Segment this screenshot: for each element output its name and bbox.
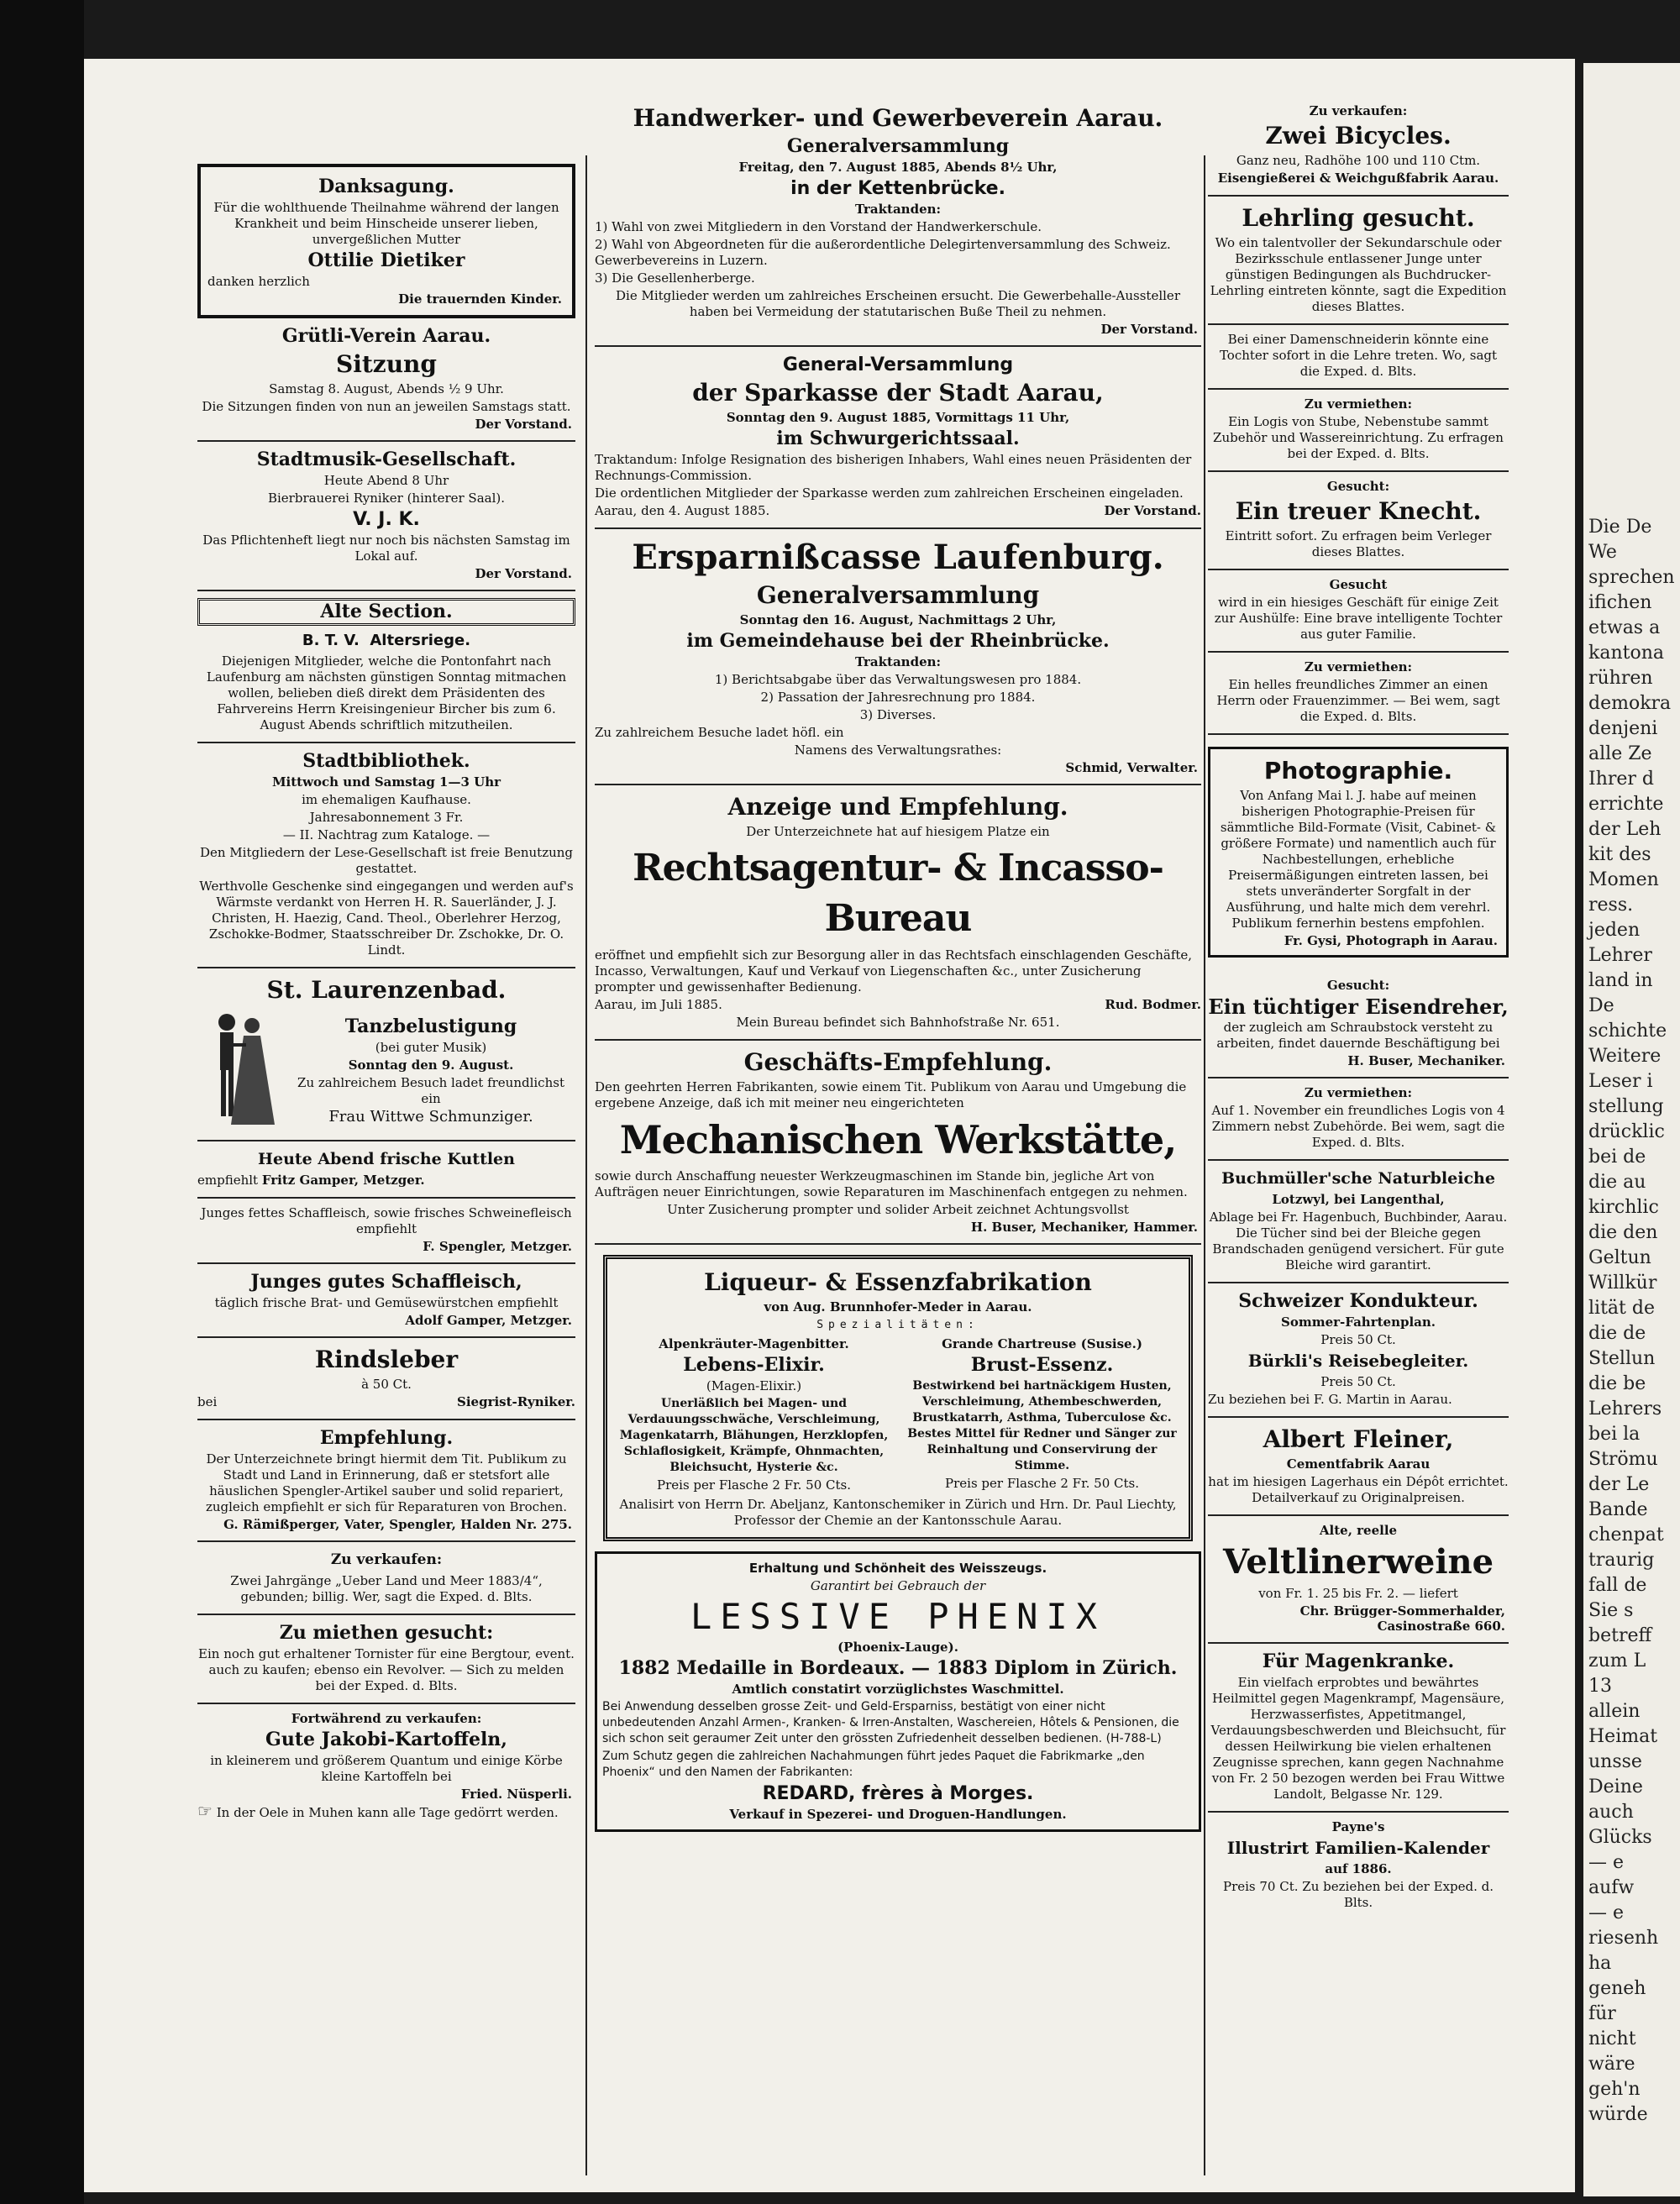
ad-title: Zu vermiethen:	[1304, 659, 1413, 674]
ad-text: Eintritt sofort. Zu erfragen beim Verleger dieses Blattes.	[1225, 528, 1492, 559]
ad-title: Zu miethen gesucht:	[279, 1622, 494, 1644]
ad-place: im Schwurgerichtssaal.	[776, 428, 1020, 449]
ad-zu-verkaufen	[197, 1542, 575, 1615]
ad-schaffleisch	[197, 1199, 575, 1264]
ad-subtitle: Zu verkaufen:	[1309, 103, 1408, 118]
ad-text: wird in ein hiesiges Geschäft für einige Zeit zur Aushülfe: Eine brave intelligente Tochter aus guter Familie.	[1214, 595, 1503, 642]
adjacent-page-fragment: bei de	[1588, 1147, 1646, 1168]
adjacent-page-fragment: jeden	[1588, 920, 1641, 941]
adjacent-page-fragment: geneh	[1588, 1978, 1646, 1999]
ad-signature: H. Buser, Mechaniker, Hammer.	[970, 1220, 1198, 1235]
ad-text: hat im hiesigen Lagerhaus ein Dépôt errichtet. Detailverkauf zu Originalpreisen.	[1208, 1474, 1509, 1505]
ad-text: Zum Schutz gegen die zahlreichen Nachahmungen führt jedes Paquet die Fabrikmarke „den Phoenix“ und den Namen der Fabrikanten:	[602, 1750, 1145, 1779]
adjacent-page-fragment: Lehrers	[1588, 1398, 1662, 1419]
adjacent-page-fragment: Momen	[1588, 869, 1659, 890]
ad-signature: Die trauernden Kinder.	[398, 291, 562, 307]
ad-title: Junges gutes Schaffleisch,	[250, 1271, 522, 1293]
ad-subtitle: Gesucht:	[1326, 978, 1390, 993]
ad-junges-schaffleisch	[197, 1264, 575, 1338]
adjacent-page-fragment: Sie s	[1588, 1600, 1634, 1621]
adjacent-page-fragment: errichte	[1588, 794, 1664, 815]
ad-subtitle: Alte, reelle	[1319, 1523, 1398, 1538]
ad-text: Zwei Jahrgänge „Ueber Land und Meer 1883/4“, gebunden; billig. Wer, sagt die Exped. d. Blts.	[230, 1573, 543, 1604]
ad-subtitle: Cementfabrik Aarau	[1286, 1456, 1431, 1472]
ad-title: Liqueur- & Essenzfabrikation	[704, 1268, 1092, 1296]
ad-title: Grütli-Verein Aarau.	[281, 325, 491, 347]
ad-title: Illustrirt Familien-Kalender	[1226, 1838, 1490, 1858]
ad-text: sowie durch Anschaffung neuester Werkzeugmaschinen im Stande bin, jegliche Art von Aufträgen neuer Einrichtungen, sowie Reparaturen im Maschinenfach entgegen zu nehmen.	[595, 1168, 1188, 1199]
ad-title: Stadtmusik-Gesellschaft.	[256, 449, 517, 470]
ad-signature: Der Vorstand.	[475, 566, 572, 581]
ad-title: Alte Section.	[197, 598, 575, 626]
ad-alte-section	[197, 591, 575, 743]
ad-subtitle: von Aug. Brunnhofer-Meder in Aarau.	[764, 1299, 1032, 1315]
adjacent-page-fragment: ha	[1588, 1953, 1612, 1974]
ad-veltliner	[1208, 1516, 1509, 1644]
adjacent-page-fragment: Geltun	[1588, 1247, 1651, 1268]
ad-subtitle: Altersriege.	[370, 632, 471, 649]
ad-text: im ehemaligen Kaufhause.	[302, 792, 471, 807]
ad-text: Heute Abend 8 Uhr	[323, 473, 449, 488]
ad-text: eröffnet und empfiehlt sich zur Besorgung aller in das Rechtsfach einschlagenden Geschäfte, Incasso, Verwaltungen, Kauf und Verkauf von Liegenschaften &c., unter Zusicherung prompter und gewissenhafter Bedienung.	[595, 947, 1193, 994]
ad-title: St. Laurenzenbad.	[266, 976, 507, 1004]
ad-signature: Der Vorstand.	[1100, 322, 1198, 337]
ad-sparkasse	[595, 347, 1201, 529]
ad-title: Zu vermiethen:	[1304, 1085, 1413, 1100]
ad-text: Namens des Verwaltungsrathes:	[794, 743, 1002, 758]
ad-text: bei	[197, 1394, 218, 1409]
ad-text: Junges fettes Schaffleisch, sowie frisches Schweinefleisch empfiehlt	[201, 1205, 572, 1236]
ad-text: Die Mitglieder werden um zahlreiches Erscheinen ersucht. Die Gewerbehalle-Aussteller haben bei Vermeidung der statutarischen Buße Theil zu nehmen.	[616, 288, 1180, 319]
ad-text: Preis 70 Ct. Zu beziehen bei der Exped. d. Blts.	[1222, 1879, 1494, 1910]
ad-danksagung	[197, 164, 575, 318]
product-name: Grande Chartreuse (Susise.)	[942, 1336, 1142, 1351]
ad-zimmer	[1208, 653, 1509, 735]
ad-eisendreher	[1208, 971, 1509, 1078]
ad-text: empfiehlt	[197, 1173, 259, 1188]
ad-subtitle: Generalversammlung	[786, 135, 1010, 157]
ad-title: Ein treuer Knecht.	[1235, 497, 1482, 525]
pointing-hand-icon: ☞	[197, 1801, 213, 1821]
ad-signature: Eisengießerei & Weichgußfabrik Aarau.	[1217, 171, 1499, 186]
ad-title: Zu vermiethen:	[1304, 396, 1413, 412]
adjacent-page-fragment: Ihrer d	[1588, 769, 1654, 790]
ad-magenkranke	[1208, 1644, 1509, 1813]
ad-title: General-Versammlung	[782, 354, 1014, 375]
ad-text: danken herzlich	[207, 274, 310, 289]
ad-naturbleiche	[1208, 1161, 1509, 1283]
adjacent-page-fragment: die au	[1588, 1172, 1646, 1193]
ad-text: — II. Nachtrag zum Kataloge. —	[282, 827, 491, 842]
ad-signature: Fr. Gysi, Photograph in Aarau.	[1284, 933, 1498, 948]
ad-subtitle: Fortwährend zu verkaufen:	[291, 1711, 482, 1726]
ad-price: Preis 50 Ct.	[1320, 1374, 1396, 1389]
ad-date: Sonntag den 9. August 1885, Vormittags 11 Uhr,	[726, 410, 1070, 425]
column-rule	[1204, 155, 1205, 2175]
ad-liqueur-fabrikation	[595, 1245, 1201, 1551]
ad-text: (Magen-Elixir.)	[706, 1378, 802, 1393]
ad-signature: G. Rämißperger, Vater, Spengler, Halden Nr. 275.	[223, 1517, 572, 1532]
ad-signature: Fried. Nüsperli.	[460, 1787, 572, 1802]
adjacent-page-fragment: kit des	[1588, 844, 1651, 865]
ad-title: Lehrling gesucht.	[1242, 204, 1475, 232]
ad-lehrling	[1208, 197, 1509, 325]
ad-title: Ersparnißcasse Laufenburg.	[632, 538, 1164, 577]
ad-signature: Der Vorstand.	[1104, 503, 1201, 518]
ad-text: Werthvolle Geschenke sind eingegangen und werden auf's Wärmste verdankt von Herren H. R. Sauerländer, J. J. Christen, H. Haezig, Cand. Theol., Oberlehrer Herzog, Zschokke-Bodmer, Staatsschreiber Dr. Zschokke, Dr. O. Lindt.	[199, 879, 574, 958]
ad-text: Das Pflichtenheft liegt nur noch bis nächsten Samstag im Lokal auf.	[202, 533, 570, 564]
ad-text: 1882 Medaille in Bordeaux. — 1883 Diplom in Zürich.	[618, 1657, 1178, 1679]
ad-subtitle: (Phoenix-Lauge).	[837, 1640, 958, 1655]
ad-name: Ottilie Dietiker	[307, 249, 465, 271]
ad-text: Ein helles freundliches Zimmer an einen Herrn oder Frauenzimmer. — Bei wem, sagt die Exped. d. Blts.	[1216, 677, 1500, 724]
product-price: Preis per Flasche 2 Fr. 50 Cts.	[657, 1477, 851, 1493]
ad-title: der Sparkasse der Stadt Aarau,	[692, 379, 1104, 407]
ad-maker: REDARD, frères à Morges.	[762, 1783, 1034, 1804]
adjacent-page-fragment: für	[1588, 2003, 1616, 2024]
ad-title: Empfehlung.	[319, 1427, 454, 1449]
ad-photographie	[1208, 735, 1509, 971]
ad-text: In der Oele in Muhen kann alle Tage gedörrt werden.	[216, 1805, 559, 1820]
ad-text: Die ordentlichen Mitglieder der Sparkasse werden zum zahlreichen Erscheinen eingeladen.	[595, 485, 1184, 501]
ad-text: Unerläßlich bei Magen- und Verdauungsschwäche, Verschleimung, Magenkatarrh, Blähungen, Herzklopfen, Schlaflosigkeit, Krämpfe, Ohnmachten, Bleichsucht, Hysterie &c.	[619, 1397, 889, 1474]
ad-text: Die Sitzungen finden von nun an jeweilen Samstags statt.	[202, 399, 571, 414]
adjacent-page-fragment: Stellun	[1588, 1348, 1656, 1369]
adjacent-page-fragment: rühren	[1588, 668, 1653, 689]
ad-signature: Rud. Bodmer.	[1105, 997, 1201, 1012]
ad-text: Garantirt bei Gebrauch der	[810, 1578, 986, 1593]
ad-subtitle: B. T. V.	[302, 632, 360, 649]
ad-rechtsagentur	[595, 785, 1201, 1041]
adjacent-page-fragment: auch	[1588, 1802, 1634, 1823]
book-binding	[0, 0, 84, 2204]
ad-subtitle: Tanzbelustigung	[344, 1015, 517, 1037]
adjacent-page-fragment: unsse	[1588, 1751, 1642, 1772]
ad-subtitle: Payne's	[1331, 1819, 1385, 1834]
ad-text: Ganz neu, Radhöhe 100 und 110 Ctm.	[1236, 153, 1481, 168]
ad-bicycles	[1208, 97, 1509, 197]
adjacent-page-fragment: etwas a	[1588, 617, 1661, 638]
ad-title: Danksagung.	[318, 176, 454, 197]
adjacent-page-fragment: Glücks	[1588, 1827, 1652, 1848]
ad-signature: H. Buser, Mechaniker.	[1347, 1053, 1505, 1068]
adjacent-page-fragment: drücklic	[1588, 1121, 1665, 1142]
ad-subtitle: Sitzung	[336, 350, 437, 378]
ad-text: Verkauf in Spezerei- und Droguen-Handlungen.	[729, 1807, 1067, 1822]
ad-stadtmusik	[197, 442, 575, 591]
adjacent-page-fragment: zum L	[1588, 1650, 1646, 1671]
ad-title: Bürkli's Reisebegleiter.	[1247, 1351, 1469, 1371]
ad-text: Zu zahlreichem Besuche ladet höfl. ein	[595, 725, 844, 740]
ad-logis-stube	[1208, 390, 1509, 472]
ad-text: Mein Bureau befindet sich Bahnhofstraße Nr. 651.	[736, 1015, 1060, 1030]
ad-date: Sonntag den 16. August, Nachmittags 2 Uhr,	[739, 612, 1057, 627]
ad-title: Stadtbibliothek.	[302, 750, 470, 772]
ad-text: von Fr. 1. 25 bis Fr. 2. — liefert	[1258, 1586, 1458, 1601]
ad-text: Amtlich constatirt vorzüglichstes Waschmittel.	[732, 1682, 1064, 1697]
ad-text: Samstag 8. August, Abends ½ 9 Uhr.	[269, 381, 504, 396]
ad-text: Mittwoch und Samstag 1—3 Uhr	[271, 774, 501, 790]
agenda-item: 1) Berichtsabgabe über das Verwaltungswesen pro 1884.	[714, 672, 1082, 687]
adjacent-page-fragment: Willkür	[1588, 1273, 1657, 1294]
ad-text: Bierbrauerei Ryniker (hinterer Saal).	[267, 491, 506, 506]
ad-date: Freitag, den 7. August 1885, Abends 8½ Uhr,	[738, 160, 1058, 175]
product-price: Preis per Flasche 2 Fr. 50 Cts.	[945, 1476, 1139, 1491]
ad-text: in kleinerem und größerem Quantum und einige Körbe kleine Kartoffeln bei	[210, 1753, 563, 1784]
ad-title: Anzeige und Empfehlung.	[727, 793, 1068, 821]
ad-text: Sonntag den 9. August.	[348, 1057, 514, 1073]
ad-text: Aarau, den 4. August 1885.	[595, 503, 770, 518]
ad-signature: Frau Wittwe Schmunziger.	[328, 1108, 533, 1126]
ad-kondukteur	[1208, 1283, 1509, 1418]
ad-text: Traktandum: Infolge Resignation des bisherigen Inhabers, Wahl eines neuen Präsidenten der Rechnungs-Commission.	[595, 452, 1192, 483]
adjacent-page-fragment: ifichen	[1588, 592, 1652, 613]
adjacent-page-fragment: Leser i	[1588, 1071, 1653, 1092]
adjacent-page-fragment: die be	[1588, 1373, 1646, 1394]
adjacent-page-fragment: nicht	[1588, 2028, 1636, 2049]
ad-headline: Rechtsagentur- & Incasso-Bureau	[633, 847, 1163, 940]
ad-text: Diejenigen Mitglieder, welche die Pontonfahrt nach Laufenburg am nächsten günstigen Sonntag mitmachen wollen, belieben dieß direkt dem Präsidenten des Fahrvereins Herrn Kreisingenieur Bircher bis zum 6. August Abends schriftlich mitzutheilen.	[206, 653, 567, 732]
ad-text: Bei Anwendung desselben grosse Zeit- und Geld-Ersparniss, bestätigt von einer nicht unbedeutenden Anzahl Armen-, Kranken- & Irren-Anstalten, Waschereien, Hôtels & Pensionen, die sich schon seit geraumer Zeit unter den grössten Zufriedenheit desselben bedienen. (H-788-L)	[602, 1700, 1179, 1745]
adjacent-page-fragment: die den	[1588, 1222, 1658, 1243]
ad-text: Der Unterzeichnete hat auf hiesigem Platze ein	[746, 824, 1050, 839]
ad-text: Traktanden:	[854, 654, 942, 669]
adjacent-page-fragment: bei la	[1588, 1424, 1641, 1445]
ad-lessive-phenix	[595, 1551, 1201, 1832]
adjacent-page-fragment: der Le	[1588, 1474, 1650, 1495]
ad-text: Ein noch gut erhaltener Tornister für eine Bergtour, event. auch zu kaufen; ebenso ein Revolver. — Sich zu melden bei der Exped. d. Blts.	[198, 1646, 575, 1693]
ad-text: Traktanden:	[854, 202, 942, 217]
ad-text: Für die wohlthuende Theilnahme während der langen Krankheit und beim Hinscheide unserer lieben, unvergeßlichen Mutter	[213, 200, 559, 247]
adjacent-page-fragment: sprechen	[1588, 567, 1675, 588]
column-rule	[585, 155, 587, 2175]
ad-title: LESSIVE PHENIX	[690, 1596, 1105, 1637]
adjacent-page-fragment: ress.	[1588, 895, 1634, 916]
ad-text: Unter Zusicherung prompter und solider Arbeit zeichnet Achtungsvollst	[667, 1202, 1129, 1217]
column-middle	[595, 97, 1201, 1832]
ad-subtitle: Lotzwyl, bei Langenthal,	[1272, 1192, 1445, 1207]
adjacent-page-fragment: kantona	[1588, 643, 1664, 664]
agenda-item: 3) Diverses.	[859, 707, 937, 722]
ad-stadtbibliothek	[197, 743, 575, 968]
ad-knecht	[1208, 472, 1509, 570]
adjacent-page-fragment: We	[1588, 542, 1617, 563]
ad-text: Analisirt von Herrn Dr. Abeljanz, Kantonschemiker in Zürich und Hrn. Dr. Paul Liechty, Professor der Chemie an der Kantonsschule Aarau.	[619, 1497, 1177, 1528]
adjacent-page-fragment: schichte	[1588, 1021, 1667, 1042]
adjacent-page-fragment: Strömu	[1588, 1449, 1658, 1470]
adjacent-page-fragment: allein	[1588, 1701, 1641, 1722]
ad-handwerkerverein	[595, 97, 1201, 347]
ad-title: Gesucht	[1329, 577, 1388, 592]
ad-headline: Mechanischen Werkstätte,	[619, 1117, 1177, 1162]
ad-text: Bestwirkend bei hartnäckigem Husten, Verschleimung, Athembeschwerden, Brustkatarrh, Asthma, Tuberculose &c. Bestes Mittel für Redner und Sänger zur Reinhaltung und Conservirung der Stimme.	[907, 1379, 1177, 1472]
ad-ersparnisscasse	[595, 529, 1201, 785]
ad-text: Den Mitgliedern der Lese-Gesellschaft ist freie Benutzung gestattet.	[199, 845, 574, 876]
ad-title: Geschäfts-Empfehlung.	[743, 1048, 1053, 1076]
ad-text: Ein vielfach erprobtes und bewährtes Heilmittel gegen Magenkrampf, Magensäure, Herzwasserfistes, Appetitmangel, Verdauungsbeschwerden und Bleichsucht, für dessen Heilwirkung bie vielen erhaltenen Zeugnisse sprechen, kann gegen Nachnahme von Fr. 2 50 bezogen werden bei Frau Wittwe Landolt, Belgasse Nr. 129.	[1210, 1675, 1506, 1802]
column-left	[197, 97, 575, 1829]
ad-laurenzenbad	[197, 968, 575, 1141]
adjacent-page-fragment: die de	[1588, 1323, 1646, 1344]
ad-subtitle: Sommer-Fahrtenplan.	[1280, 1315, 1436, 1330]
ad-title: Handwerker- und Gewerbeverein Aarau.	[633, 104, 1163, 132]
adjacent-page-fragment: Deine	[1588, 1776, 1643, 1797]
adjacent-page-fragment: demokra	[1588, 693, 1672, 714]
ad-text: Ein Logis von Stube, Nebenstube sammt Zubehör und Wassereinrichtung. Zu erfragen bei der Exped. d. Blts.	[1213, 414, 1504, 461]
adjacent-page-fragment: fall de	[1588, 1575, 1647, 1596]
adjacent-page-fragment: 13	[1588, 1676, 1612, 1697]
adjacent-page-fragment: geh'n	[1588, 2079, 1641, 2100]
adjacent-page-fragment: land in	[1588, 970, 1653, 991]
adjacent-page-fragment: Weitere	[1588, 1046, 1662, 1067]
adjacent-page-fragment: — e	[1588, 1902, 1625, 1923]
adjacent-page-fragment: Die De	[1588, 517, 1652, 538]
adjacent-page-fragment: Heimat	[1588, 1726, 1658, 1747]
ad-kartoffeln	[197, 1704, 575, 1829]
ad-text: à 50 Ct.	[361, 1377, 412, 1392]
adjacent-page-fragment: aufw	[1588, 1877, 1635, 1898]
ad-gruetli	[197, 318, 575, 442]
ad-title: Veltlinerweine	[1222, 1542, 1494, 1582]
ad-subtitle: Gesucht:	[1326, 479, 1390, 494]
adjacent-page-fragment: Bande	[1588, 1499, 1648, 1520]
ad-text: Der Unterzeichnete bringt hiermit dem Tit. Publikum zu Stadt und Land in Erinnerung, daß er stetsfort alle häuslichen Spengler-Artikel sauber und solid repariert, zugleich empfiehlt er sich für Reparaturen von Brochen.	[205, 1451, 568, 1514]
ad-date: auf 1886.	[1325, 1861, 1392, 1876]
ad-title: Photographie.	[1263, 757, 1453, 785]
agenda-item: 2) Wahl von Abgeordneten für die außerordentliche Delegirtenversammlung des Schweiz. Gewerbevereins in Luzern.	[595, 237, 1171, 268]
adjacent-page-fragment: denjeni	[1588, 718, 1658, 739]
ad-title: Zwei Bicycles.	[1265, 122, 1452, 150]
adjacent-page-fragment: Lehrer	[1588, 945, 1652, 966]
ad-text: Bei einer Damenschneiderin könnte eine Tochter sofort in die Lehre treten. Wo, sagt die Exped. d. Blts.	[1219, 332, 1498, 379]
ad-text: Ablage bei Fr. Hagenbuch, Buchbinder, Aarau. Die Tücher sind bei der Bleiche gegen Brandschaden genügend versichert. Für gute Bleiche wird garantirt.	[1209, 1210, 1508, 1273]
ad-kuttlen	[197, 1141, 575, 1199]
adjacent-page-fragment: stellung	[1588, 1096, 1664, 1117]
ad-title: Ein tüchtiger Eisendreher,	[1208, 994, 1509, 1019]
ad-signature: Fritz Gamper, Metzger.	[261, 1173, 425, 1188]
ad-signature: Der Vorstand.	[475, 417, 572, 432]
liqueur-frame	[603, 1255, 1193, 1541]
ad-text: Erhaltung und Schönheit des Weisszeugs.	[748, 1561, 1047, 1576]
adjacent-page-fragment: würde	[1588, 2104, 1648, 2125]
ad-subtitle: V. J. K.	[353, 509, 420, 530]
ad-signature: F. Spengler, Metzger.	[423, 1239, 572, 1254]
ad-price: Preis 50 Ct.	[1320, 1332, 1396, 1347]
ad-text: (bei guter Musik)	[375, 1040, 487, 1055]
ad-text: Spezialitäten:	[816, 1319, 979, 1331]
ad-fleiner	[1208, 1418, 1509, 1516]
ad-text: Wo ein talentvoller der Sekundarschule oder Bezirksschule entlassener Junge unter günstigen Bedingungen als Buchdrucker-Lehrling eintreten könnte, sagt die Expedition dieses Blattes.	[1210, 235, 1507, 314]
product-title: Brust-Essenz.	[970, 1354, 1114, 1376]
ad-title: Für Magenkranke.	[1262, 1650, 1455, 1672]
column-right	[1208, 97, 1509, 1919]
ad-familien-kalender	[1208, 1813, 1509, 1919]
ad-logis-zimmer	[1208, 1078, 1509, 1161]
adjacent-page-fragment: — e	[1588, 1852, 1625, 1873]
ad-signature: Adolf Gamper, Metzger.	[405, 1313, 572, 1328]
ad-text: Zu beziehen bei F. G. Martin in Aarau.	[1208, 1392, 1452, 1407]
ad-rindsleber	[197, 1338, 575, 1420]
ad-title: Schweizer Kondukteur.	[1238, 1290, 1478, 1312]
ad-text: täglich frische Brat- und Gemüsewürstchen empfiehlt	[214, 1295, 559, 1310]
ad-text: Jahresabonnement 3 Fr.	[309, 810, 464, 825]
ad-text: Den geehrten Herren Fabrikanten, sowie einem Tit. Publikum von Aarau und Umgebung die ergebene Anzeige, daß ich mit meiner neu eingerichteten	[595, 1079, 1187, 1110]
ad-subtitle: Generalversammlung	[756, 581, 1040, 609]
adjacent-page-fragment: riesenh	[1588, 1928, 1659, 1949]
agenda-item: 3) Die Gesellenherberge.	[595, 270, 755, 286]
ad-signature: Siegrist-Ryniker.	[457, 1394, 575, 1409]
ad-signature: Schmid, Verwalter.	[1065, 760, 1198, 775]
agenda-item: 1) Wahl von zwei Mitgliedern in den Vorstand der Handwerkerschule.	[595, 219, 1042, 234]
adjacent-page-fragment: chenpat	[1588, 1524, 1664, 1545]
adjacent-page-edge	[1583, 63, 1680, 2196]
ad-zu-miethen	[197, 1615, 575, 1704]
adjacent-page-fragment: der Leh	[1588, 819, 1662, 840]
adjacent-page-fragment: De	[1588, 995, 1614, 1016]
adjacent-page-fragment: traurig	[1588, 1550, 1655, 1571]
product-title: Lebens-Elixir.	[683, 1354, 825, 1376]
ad-title: Zu verkaufen:	[330, 1551, 443, 1568]
ad-title: Heute Abend frische Kuttlen	[258, 1150, 515, 1168]
ad-text: der zugleich am Schraubstock versteht zu arbeiten, findet dauernde Beschäftigung bei	[1216, 1020, 1500, 1051]
ad-text: Aarau, im Juli 1885.	[595, 997, 722, 1012]
ad-tochter	[1208, 570, 1509, 653]
dancing-couple-illustration	[197, 1007, 281, 1133]
ad-title: Gute Jakobi-Kartoffeln,	[265, 1729, 507, 1750]
ad-text: Auf 1. November ein freundliches Logis von 4 Zimmern nebst Zubehörde. Bei wem, sagt die Exped. d. Blts.	[1211, 1103, 1505, 1150]
adjacent-page-fragment: lität de	[1588, 1298, 1655, 1319]
ad-damenschneiderin	[1208, 325, 1509, 390]
product-name: Alpenkräuter-Magenbitter.	[659, 1336, 849, 1351]
ad-title: Albert Fleiner,	[1263, 1425, 1454, 1453]
adjacent-page-fragment: wäre	[1588, 2054, 1635, 2075]
ad-signature: Chr. Brügger-Sommerhalder, Casinostraße 660.	[1299, 1603, 1505, 1634]
ad-text: Zu zahlreichem Besuch ladet freundlichst ein	[297, 1075, 564, 1106]
agenda-item: 2) Passation der Jahresrechnung pro 1884.	[760, 690, 1036, 705]
ad-place: im Gemeindehause bei der Rheinbrücke.	[686, 630, 1110, 652]
ad-title: Buchmüller'sche Naturbleiche	[1221, 1169, 1495, 1188]
ad-place: in der Kettenbrücke.	[790, 178, 1005, 199]
ad-title: Rindsleber	[314, 1346, 459, 1373]
adjacent-page-fragment: betreff	[1588, 1625, 1652, 1646]
adjacent-page-fragment: alle Ze	[1588, 743, 1652, 764]
ad-werkstaette	[595, 1041, 1201, 1245]
adjacent-page-fragment: kirchlic	[1588, 1197, 1659, 1218]
ad-text: Von Anfang Mai l. J. habe auf meinen bisherigen Photographie-Preisen für sämmtliche Bild-Formate (Visit, Cabinet- & größere Formate) und namentlich auch für Nachbestellungen, erhebliche Preisermäßigungen eintreten lassen, bei stets unveränderter Sorgfalt in der Ausführung, und halte mich dem verehrl. Publikum fernerhin bestens empfohlen.	[1220, 788, 1497, 931]
ad-empfehlung-spengler	[197, 1420, 575, 1542]
